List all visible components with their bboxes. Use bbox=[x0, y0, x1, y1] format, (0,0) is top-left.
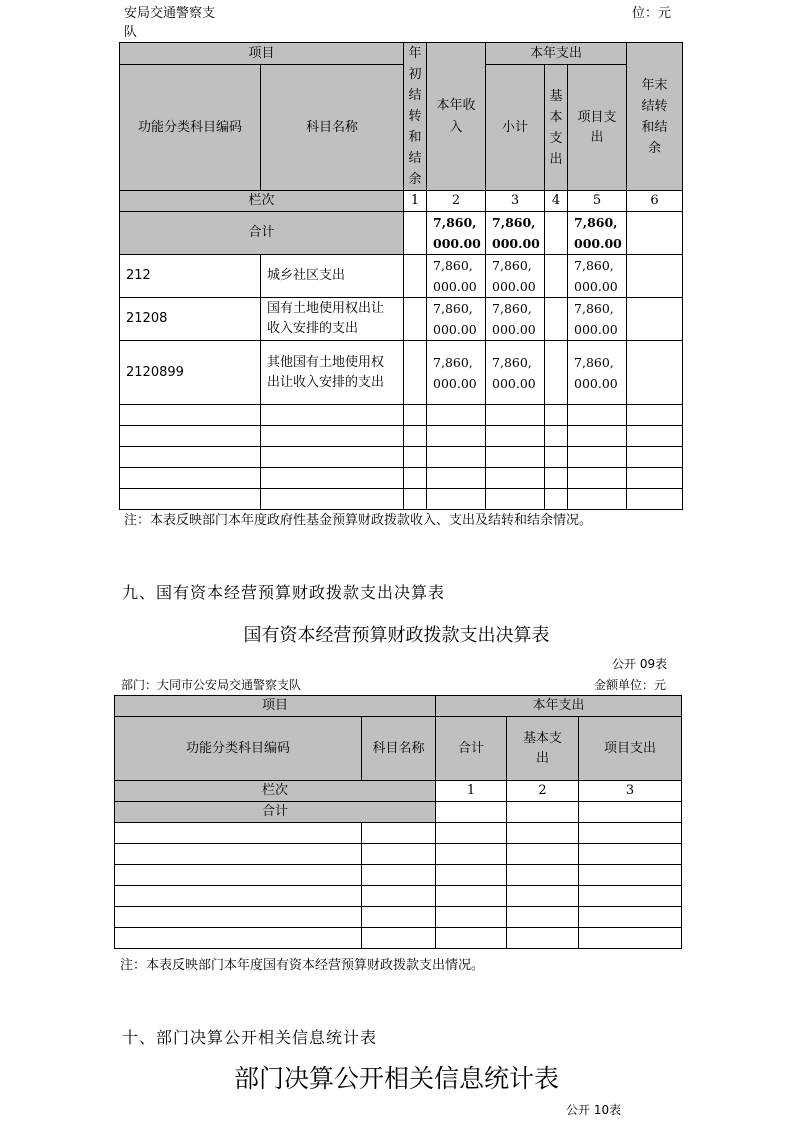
row-end bbox=[627, 341, 683, 405]
col-code-header: 功能分类科目编码 bbox=[120, 65, 261, 191]
col-expense-group-header: 本年支出 bbox=[436, 696, 682, 717]
total-label: 合计 bbox=[115, 802, 436, 823]
row-index-2: 2 bbox=[427, 191, 486, 212]
page-title: 国有资本经营预算财政拨款支出决算表 bbox=[243, 625, 550, 646]
row-subtotal: 7,860, 000.00 bbox=[486, 255, 545, 298]
empty-row bbox=[115, 886, 682, 907]
row-code: 21208 bbox=[120, 298, 261, 341]
row-name: 其他国有土地使用权出让收入安排的支出 bbox=[261, 341, 404, 405]
col-begin-balance-header: 年初结转和结余 bbox=[404, 43, 427, 191]
row-basic bbox=[545, 255, 568, 298]
empty-row bbox=[120, 489, 683, 510]
row-code: 212 bbox=[120, 255, 261, 298]
row-index-6: 6 bbox=[627, 191, 683, 212]
col-total-header: 合计 bbox=[436, 717, 507, 781]
row-income: 7,860, 000.00 bbox=[427, 298, 486, 341]
table-note: 注：本表反映部门本年度政府性基金预算财政拨款收入、支出及结转和结余情况。 bbox=[124, 513, 593, 528]
row-index-label: 栏次 bbox=[120, 191, 404, 212]
row-income: 7,860, 000.00 bbox=[427, 255, 486, 298]
section-heading: 十、部门决算公开相关信息统计表 bbox=[122, 1028, 378, 1047]
row-begin bbox=[404, 341, 427, 405]
row-begin bbox=[404, 298, 427, 341]
col-income-header: 本年收入 bbox=[427, 43, 486, 191]
col-subtotal-header: 小计 bbox=[486, 65, 545, 191]
table-code-label: 公开 09表 bbox=[612, 657, 668, 671]
col-project-header: 项目 bbox=[115, 696, 436, 717]
total-row bbox=[115, 802, 682, 823]
unit-label: 金额单位：元 bbox=[594, 678, 667, 692]
col-project-exp-header: 项目支出 bbox=[579, 717, 682, 781]
row-basic bbox=[545, 298, 568, 341]
row-index-label: 栏次 bbox=[115, 781, 436, 802]
row-name: 城乡社区支出 bbox=[261, 255, 404, 298]
total-row bbox=[120, 212, 683, 255]
row-end bbox=[627, 255, 683, 298]
state-capital-table bbox=[114, 695, 682, 949]
dept-label-line1: 安局交通警察支 bbox=[124, 6, 216, 21]
col-expense-group-header: 本年支出 bbox=[486, 43, 627, 65]
empty-row bbox=[115, 928, 682, 949]
col-basic-header: 基本支出 bbox=[545, 65, 568, 191]
table-row bbox=[120, 255, 683, 298]
unit-label: 位：元 bbox=[632, 6, 672, 21]
row-name: 国有土地使用权出让收入安排的支出 bbox=[261, 298, 404, 341]
row-index-5: 5 bbox=[568, 191, 627, 212]
total-end bbox=[627, 212, 683, 255]
total-begin bbox=[404, 212, 427, 255]
row-index-1: 1 bbox=[436, 781, 507, 802]
row-project: 7,860, 000.00 bbox=[568, 341, 627, 405]
empty-row bbox=[120, 405, 683, 426]
empty-row bbox=[120, 426, 683, 447]
col-name-header: 科目名称 bbox=[362, 717, 436, 781]
row-begin bbox=[404, 255, 427, 298]
row-project: 7,860, 000.00 bbox=[568, 298, 627, 341]
row-subtotal: 7,860, 000.00 bbox=[486, 341, 545, 405]
empty-row bbox=[115, 844, 682, 865]
total-income: 7,860, 000.00 bbox=[427, 212, 486, 255]
table-code-label: 公开 10表 bbox=[566, 1103, 622, 1117]
dept-label-line2: 队 bbox=[124, 25, 138, 40]
row-end bbox=[627, 298, 683, 341]
total-label: 合计 bbox=[120, 212, 404, 255]
col-basic-header: 基本支出 bbox=[507, 717, 579, 781]
col-code-header: 功能分类科目编码 bbox=[115, 717, 362, 781]
row-index-4: 4 bbox=[545, 191, 568, 212]
empty-row bbox=[115, 823, 682, 844]
fund-budget-table bbox=[119, 42, 683, 510]
total-subtotal: 7,860, 000.00 bbox=[486, 212, 545, 255]
total-project: 7,860, 000.00 bbox=[568, 212, 627, 255]
empty-row bbox=[115, 865, 682, 886]
table-note: 注：本表反映部门本年度国有资本经营预算财政拨款支出情况。 bbox=[120, 958, 485, 973]
row-index-1: 1 bbox=[404, 191, 427, 212]
row-index-3: 3 bbox=[486, 191, 545, 212]
row-index-3: 3 bbox=[579, 781, 682, 802]
empty-row bbox=[120, 447, 683, 468]
row-income: 7,860, 000.00 bbox=[427, 341, 486, 405]
row-subtotal: 7,860, 000.00 bbox=[486, 298, 545, 341]
row-project: 7,860, 000.00 bbox=[568, 255, 627, 298]
row-basic bbox=[545, 341, 568, 405]
col-project-exp-header: 项目支出 bbox=[568, 65, 627, 191]
col-project-header: 项目 bbox=[120, 43, 404, 65]
table-row bbox=[120, 341, 683, 405]
col-end-balance-header: 年末结转和结余 bbox=[627, 43, 683, 191]
empty-row bbox=[120, 468, 683, 489]
page-title: 部门决算公开相关信息统计表 bbox=[233, 1064, 559, 1093]
row-code: 2120899 bbox=[120, 341, 261, 405]
section-heading: 九、国有资本经营预算财政拨款支出决算表 bbox=[122, 583, 446, 602]
table-row bbox=[120, 298, 683, 341]
empty-row bbox=[115, 907, 682, 928]
total-basic bbox=[545, 212, 568, 255]
col-name-header: 科目名称 bbox=[261, 65, 404, 191]
row-index-2: 2 bbox=[507, 781, 579, 802]
dept-label: 部门：大同市公安局交通警察支队 bbox=[121, 678, 302, 692]
